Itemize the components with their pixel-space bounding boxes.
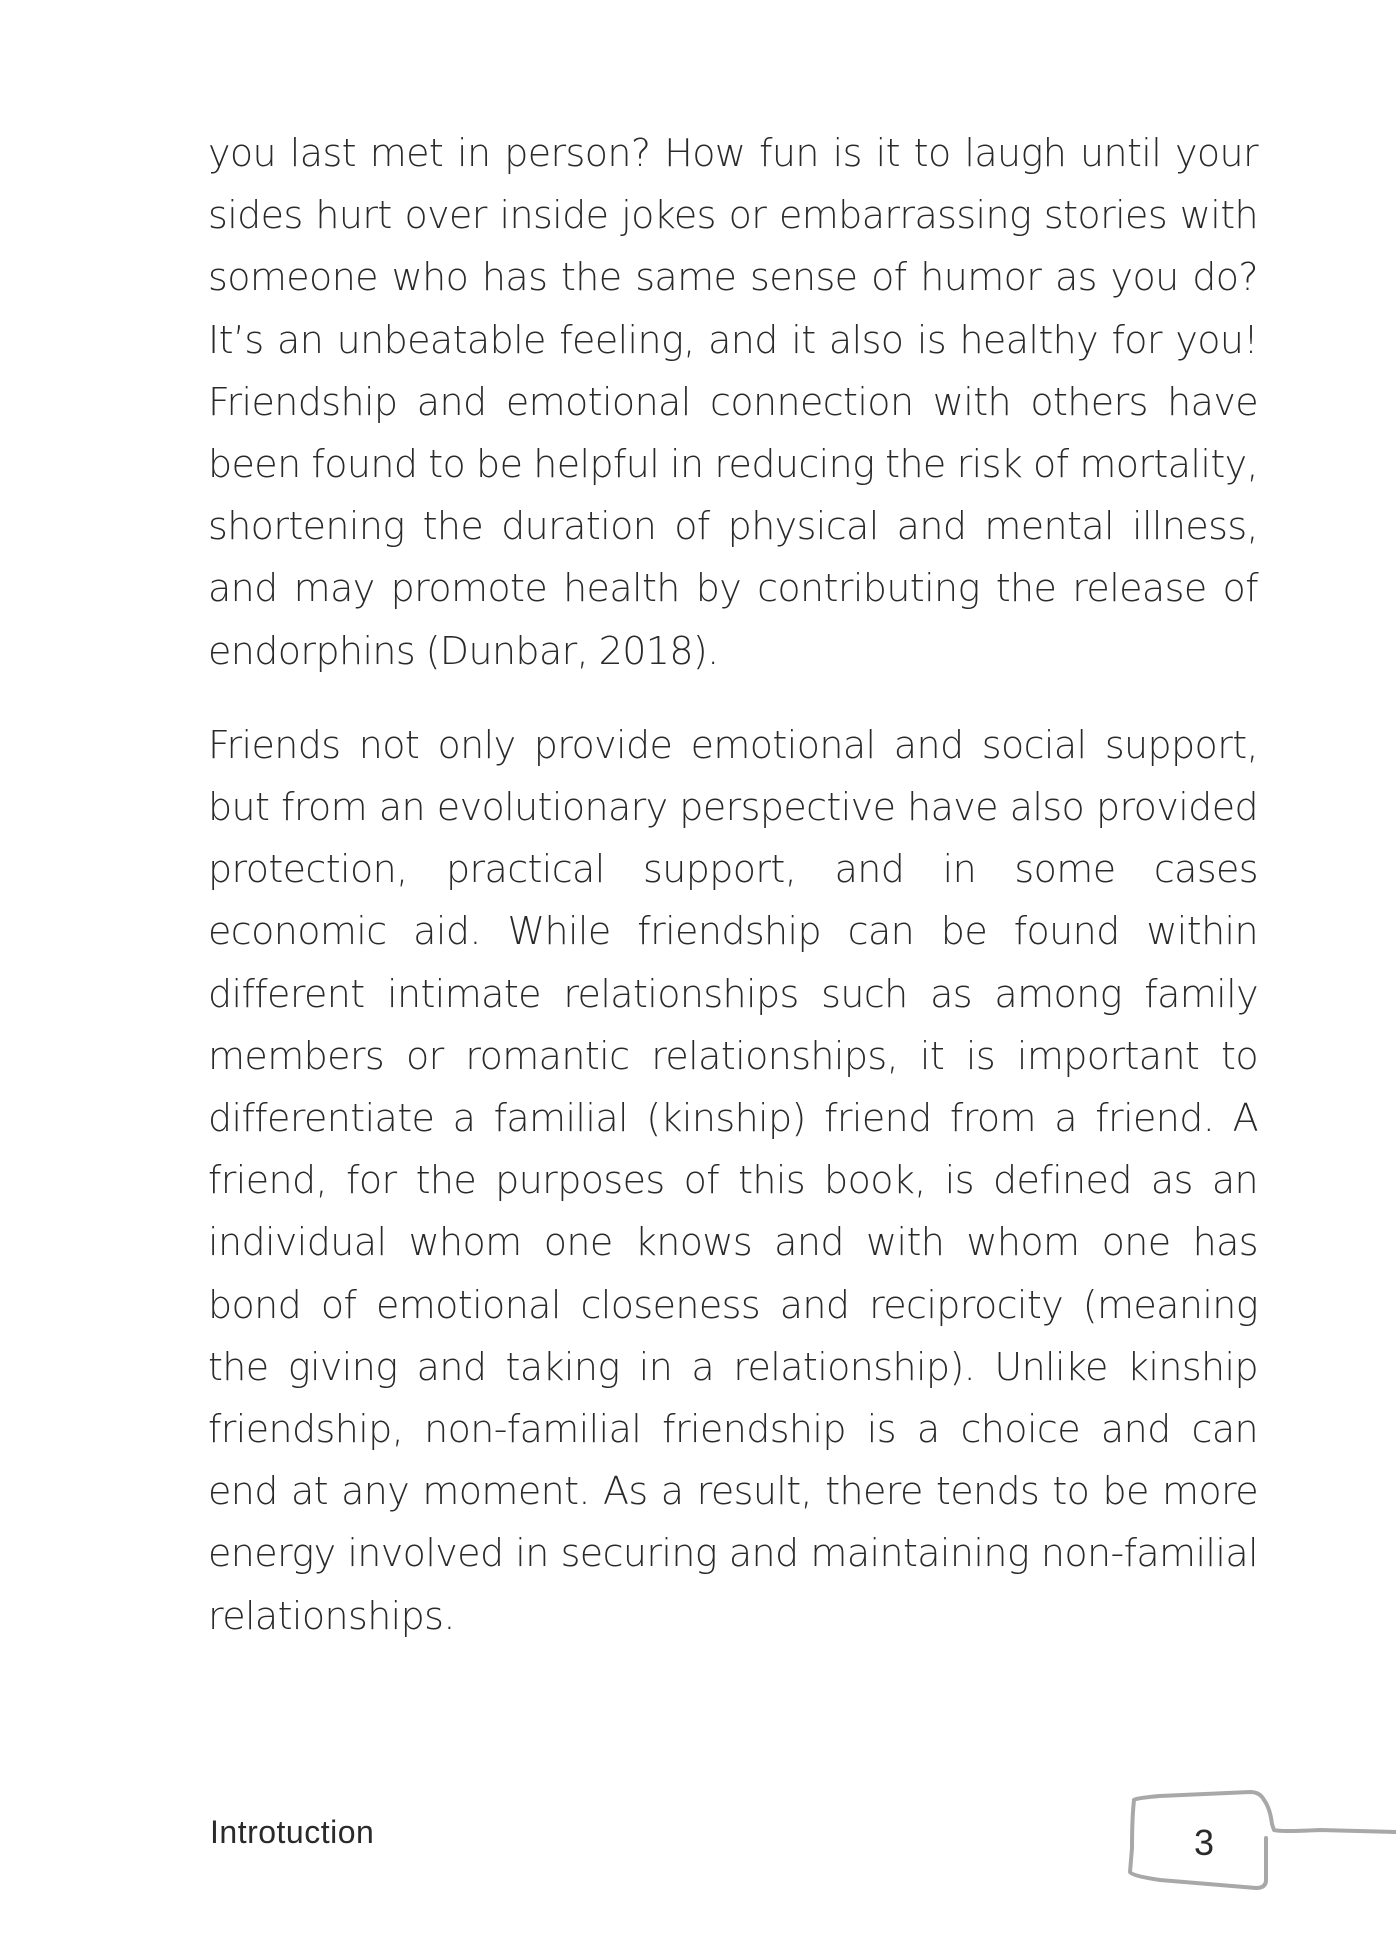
body-paragraph: Friends not only provide emotional and social support, but from an evolutionary perspective have also provided protection, practical support, and in some cases economic aid. While friendship can be found within different intimate relationships such as among family members or romantic relationships, it is important to differentiate a familial (kinship) friend from a friend. A friend, for the purposes of this book, is defined as an individual whom one knows and with whom one has bond of emotional closeness and reciprocity (meaning the giving and taking in a relationship). Unlike kinship friendship, non-familial friendship is a choice and can end at any moment. As a result, there tends to be more energy involved in securing and maintaining non-familial relationships. [208,722,1258,1638]
page-number: 3 [1193,1822,1215,1863]
page-body [208,122,1258,1647]
page-number-tab-icon [1120,1788,1396,1898]
body-paragraph: you last met in person? How fun is it to laugh until your sides hurt over inside jokes or embarrassing stories with someone who has the same sense of humor as you do? It’s an unbeatable feeling, and it also is healthy for you! Friendship and emotional connection with others have been found to be helpful in reducing the risk of mortality, shortening the duration of physical and mental illness, and may promote health by contributing the release of endorphins (Dunbar, 2018). [208,131,1258,673]
running-footer-section-title: Introtuction [210,1814,375,1850]
